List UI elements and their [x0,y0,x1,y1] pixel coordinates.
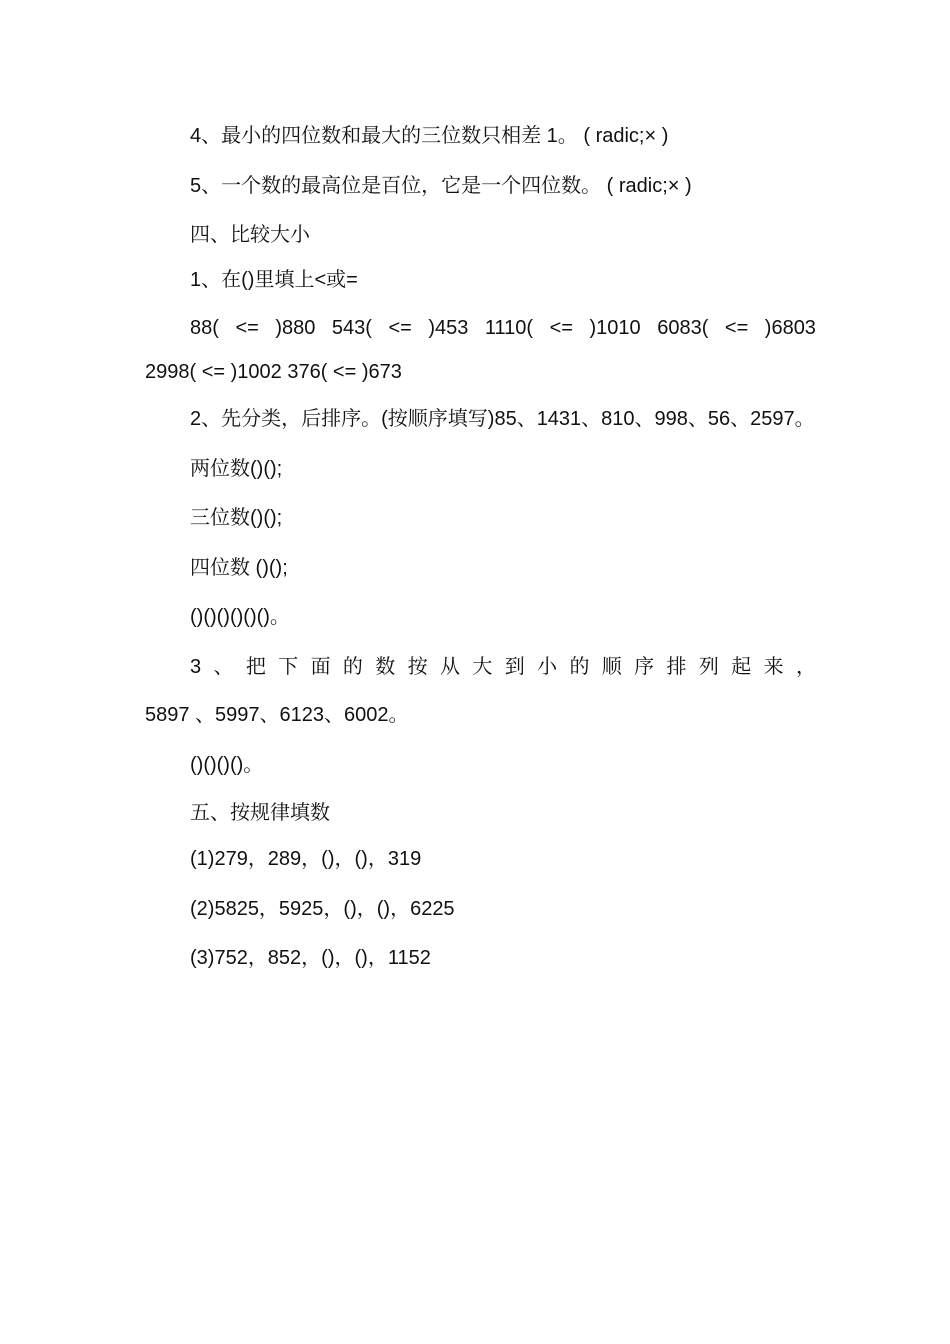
compare-item: )453 [428,317,469,339]
compare-item: 88( [190,317,219,339]
instruction-char: 的 [569,656,590,678]
pattern-item-3: (3)752，852，()，()，1152 [190,947,431,969]
instruction-char: 起 [731,656,752,678]
instruction-char: 面 [310,656,331,678]
instruction-char: 3 [190,656,202,678]
instruction-char: 的 [342,656,363,678]
compare-item: <= [549,317,573,339]
compare-item: )880 [275,317,316,339]
instruction-char: 顺 [601,656,622,678]
instruction-char: 按 [407,656,428,678]
compare-item: )1010 [589,317,641,339]
instruction-char: 来 [763,656,784,678]
sort-result-blanks: ()()()()。 [190,754,264,776]
instruction-char: 从 [440,656,460,678]
question-5: 5、一个数的最高位是百位，它是一个四位数。 ( radic;× ) [190,175,692,197]
compare-instruction: 1、在()里填上<或= [190,269,358,291]
sort-instruction-row [190,655,816,679]
instruction-char: 排 [666,656,687,678]
compare-item: 1110( [484,317,534,339]
instruction-char: 序 [634,656,655,678]
four-digit-line: 四位数 ()(); [190,557,288,579]
section-4-heading: 四、比较大小 [190,224,310,246]
instruction-char: ， [795,656,816,678]
pattern-item-1: (1)279，289，()，()，319 [190,848,422,870]
compare-item: 6083( [657,317,709,339]
instruction-char: 把 [245,656,266,678]
compare-item: )6803 [764,317,816,339]
sort-numbers-line: 5897 、5997、6123、6002。 [145,704,409,726]
instruction-char: 、 [213,656,234,678]
three-digit-line: 三位数()(); [190,507,283,529]
instruction-char: 小 [537,656,558,678]
pattern-item-2: (2)5825，5925，()，()，6225 [190,898,455,920]
instruction-char: 到 [504,656,525,678]
instruction-char: 数 [375,656,396,678]
sort-blanks-line: ()()()()()()。 [190,606,290,628]
instruction-char: 下 [278,656,299,678]
instruction-char: 列 [698,656,719,678]
instruction-char: 大 [472,656,493,678]
compare-item: 543( [331,317,372,339]
question-4: 4、最小的四位数和最大的三位数只相差 1。 ( radic;× ) [190,125,669,147]
compare-row-2: 2998( <= )1002 376( <= )673 [145,361,402,383]
two-digit-line: 两位数()(); [190,458,283,480]
compare-row-1 [190,316,816,340]
compare-item: <= [724,317,749,339]
section-5-heading: 五、按规律填数 [190,802,330,824]
compare-item: <= [235,317,259,339]
classify-instruction: 2、先分类，后排序。(按顺序填写)85、1431、810、998、56、2597。 [190,408,815,430]
compare-item: <= [388,317,412,339]
